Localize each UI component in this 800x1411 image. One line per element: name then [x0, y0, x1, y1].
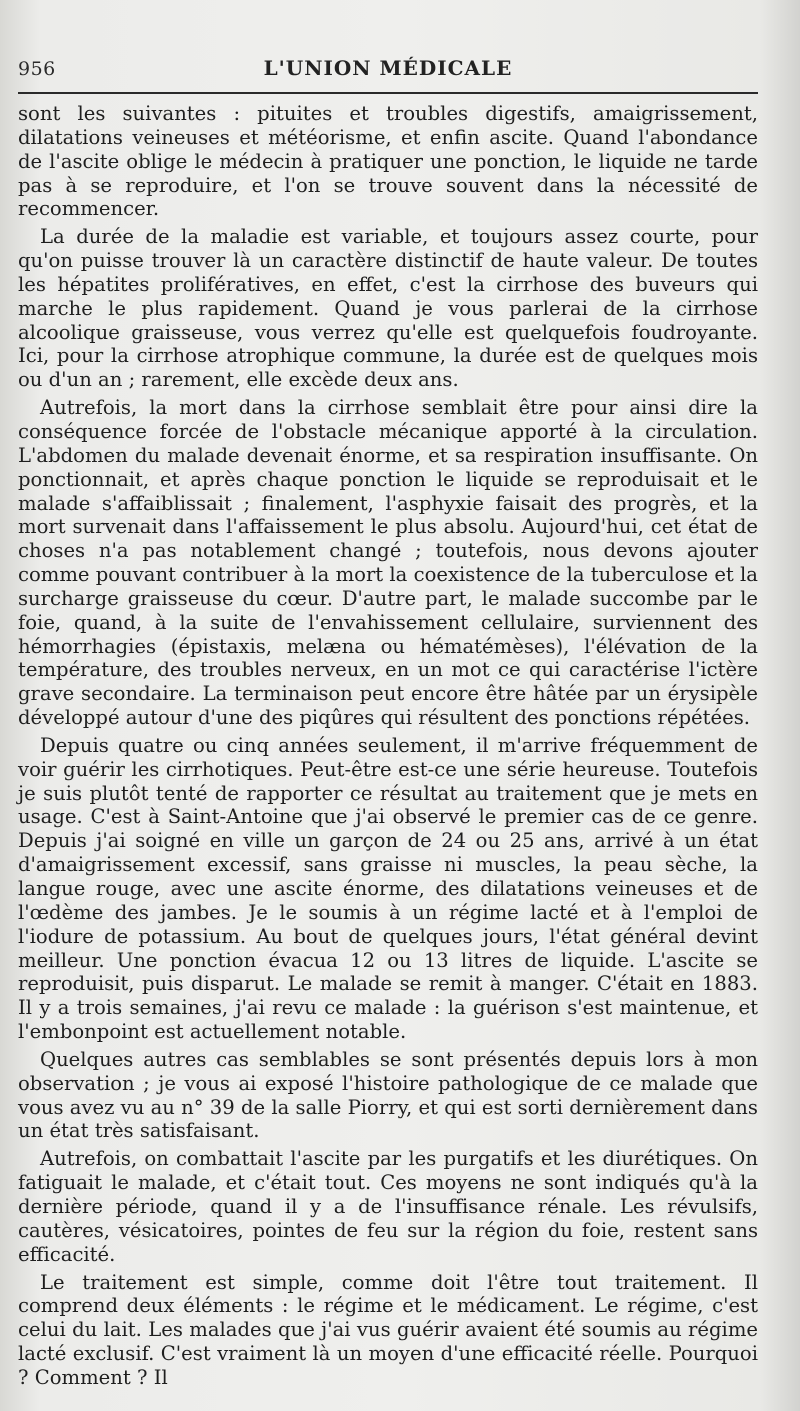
- paragraph: Autrefois, on combattait l'ascite par les purgatifs et les diurétiques. On fatiguait le malade, et c'était tout. Ces moyens ne sont indiqués qu'à la dernière période, quand il y a de l'insuffisance rénale. Les révulsifs, cautères, vésicatoires, pointes de feu sur la région du foie, restent sans efficacité.: [18, 1147, 758, 1266]
- paragraph: Quelques autres cas semblables se sont présentés depuis lors à mon observation ; je vous ai exposé l'histoire pathologique de ce malade que vous avez vu au n° 39 de la salle Piorry, et qui est sorti dernièrement dans un état très satisfaisant.: [18, 1047, 758, 1143]
- paragraph: sont les suivantes : pituites et troubles digestifs, amaigrissement, dilatations veineuses et météorisme, et enfin ascite. Quand l'abondance de l'ascite oblige le médecin à pratiquer une ponction, le liquide ne tarde pas à se reproduire, et l'on se trouve souvent dans la nécessité de recommencer.: [18, 102, 758, 221]
- page-number: 956: [18, 58, 56, 80]
- paragraph: Depuis quatre ou cinq années seulement, il m'arrive fréquemment de voir guérir les cirrhotiques. Peut-être est-ce une série heureuse. Toutefois je suis plutôt tenté de rapporter ce résultat au traitement que je mets en usage. C'est à Saint-Antoine que j'ai observé le premier cas de ce genre. Depuis j'ai soigné en ville un garçon de 24 ou 25 ans, arrivé à un état d'amaigrissement excessif, sans graisse ni muscles, la peau sèche, la langue rouge, avec une ascite énorme, des dilatations veineuses et de l'œdème des jambes. Je le soumis à un régime lacté et à l'emploi de l'iodure de potassium. Au bout de quelques jours, l'état général devint meilleur. Une ponction évacua 12 ou 13 litres de liquide. L'ascite se reproduisit, puis disparut. Le malade se remit à manger. C'était en 1883. Il y a trois semaines, j'ai revu ce malade : la guérison s'est maintenue, et l'embonpoint est actuellement notable.: [18, 733, 758, 1044]
- page-header: [18, 48, 758, 88]
- paragraph: Autrefois, la mort dans la cirrhose semblait être pour ainsi dire la conséquence forcée de l'obstacle mécanique apporté à la circulation. L'abdomen du malade devenait énorme, et sa respiration insuffisante. On ponctionnait, et après chaque ponction le liquide se reproduisait et le malade s'affaiblissait ; finalement, l'asphyxie faisait des progrès, et la mort survenait dans l'affaissement le plus absolu. Aujourd'hui, cet état de choses n'a pas notablement changé ; toutefois, nous devons ajouter comme pouvant contribuer à la mort la coexistence de la tuberculose et la surcharge graisseuse du cœur. D'autre part, le malade succombe par le foie, quand, à la suite de l'envahissement cellulaire, surviennent des hémorrhagies (épistaxis, melæna ou hématémèses), l'élévation de la température, des troubles nerveux, en un mot ce qui caractérise l'ictère grave secondaire. La terminaison peut encore être hâtée par un érysipèle développé autour d'une des piqûres qui résultent des ponctions répétées.: [18, 396, 758, 730]
- body-text: [18, 102, 758, 1390]
- header-rule: [18, 92, 758, 94]
- running-title: L'UNION MÉDICALE: [263, 56, 513, 80]
- paragraph: La durée de la maladie est variable, et toujours assez courte, pour qu'on puisse trouver là un caractère distinctif de haute valeur. De toutes les hépatites prolifératives, en effet, c'est la cirrhose des buveurs qui marche le plus rapidement. Quand je vous parlerai de la cirrhose alcoolique graisseuse, vous verrez qu'elle est quelquefois foudroyante. Ici, pour la cirrhose atrophique commune, la durée est de quelques mois ou d'un an ; rarement, elle excède deux ans.: [18, 225, 758, 392]
- paragraph: Le traitement est simple, comme doit l'être tout traitement. Il comprend deux éléments : le régime et le médicament. Le régime, c'est celui du lait. Les malades que j'ai vus guérir avaient été soumis au régime lacté exclusif. C'est vraiment là un moyen d'une efficacité réelle. Pourquoi ? Comment ? Il: [18, 1270, 758, 1389]
